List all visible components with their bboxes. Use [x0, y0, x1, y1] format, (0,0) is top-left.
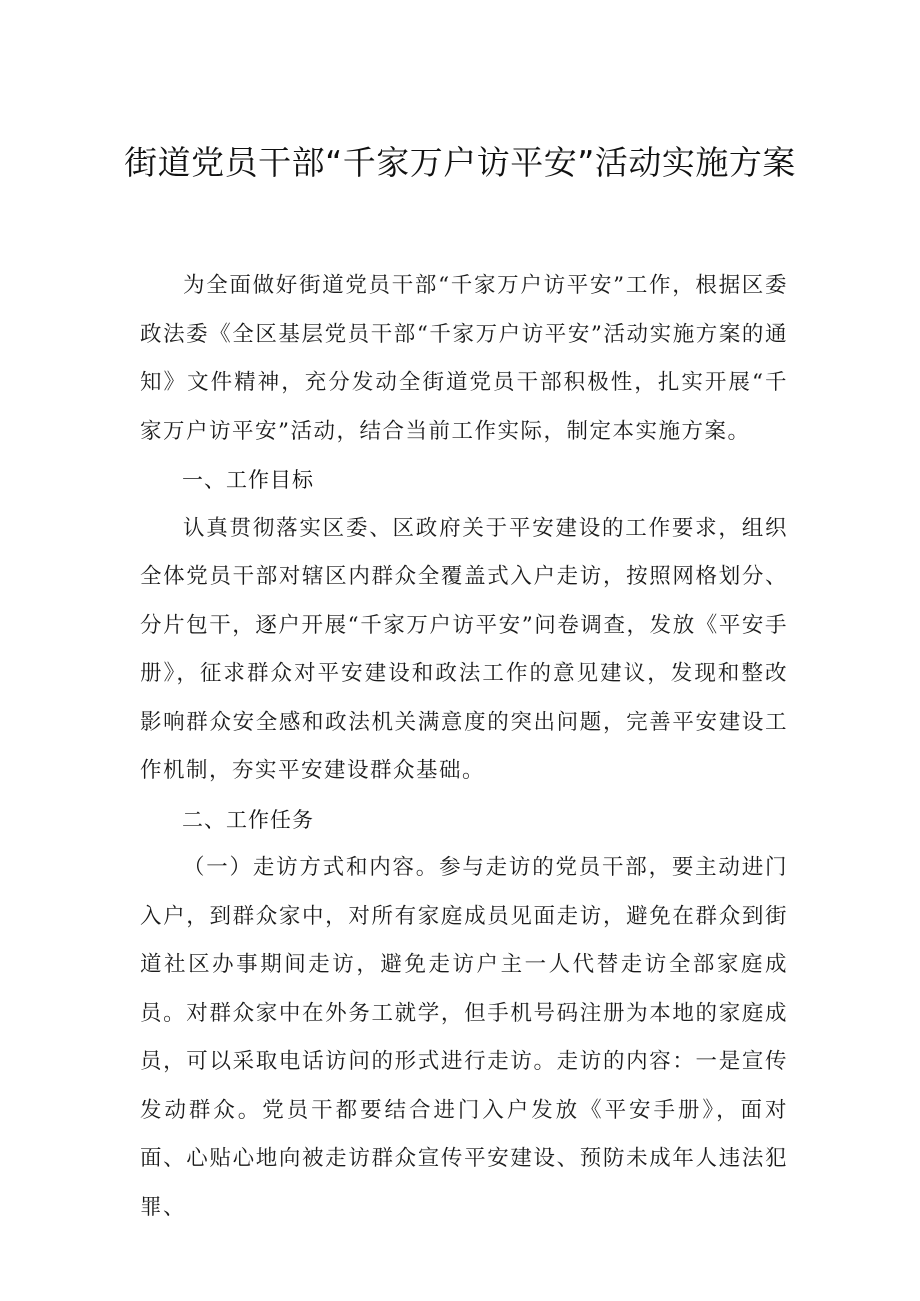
document-title: 街道党员干部“千家万户访平安”活动实施方案: [124, 143, 796, 182]
document-body: [140, 262, 788, 1232]
task-paragraph-1: （一）走访方式和内容。参与走访的党员干部，要主动进门入户，到群众家中，对所有家庭成员见面走访，避免在群众到街道社区办事期间走访，避免走访户主一人代替走访全部家庭成员。对群众家中在外务工就学，但手机号码注册为本地的家庭成员，可以采取电话访问的形式进行走访。走访的内容：一是宣传发动群众。党员干都要结合进门入户发放《平安手册》，面对面、心贴心地向被走访群众宣传平安建设、预防未成年人违法犯罪、: [140, 855, 788, 1220]
section-heading-tasks: 二、工作任务: [182, 807, 314, 832]
intro-paragraph: 为全面做好街道党员干部“千家万户访平安”工作，根据区委政法委《全区基层党员干部“千家万户访平安”活动实施方案的通知》文件精神，充分发动全街道党员干部积极性，扎实开展“千家万户访平安”活动，结合当前工作实际，制定本实施方案。: [140, 273, 788, 444]
goal-paragraph: 认真贯彻落实区委、区政府关于平安建设的工作要求，组织全体党员干部对辖区内群众全覆盖式入户走访，按照网格划分、分片包干，逐户开展“千家万户访平安”问卷调查，发放《平安手册》，征求群众对平安建设和政法工作的意见建议，发现和整改影响群众安全感和政法机关满意度的突出问题，完善平安建设工作机制，夯实平安建设群众基础。: [140, 515, 788, 783]
section-heading-goal: 一、工作目标: [182, 468, 314, 492]
